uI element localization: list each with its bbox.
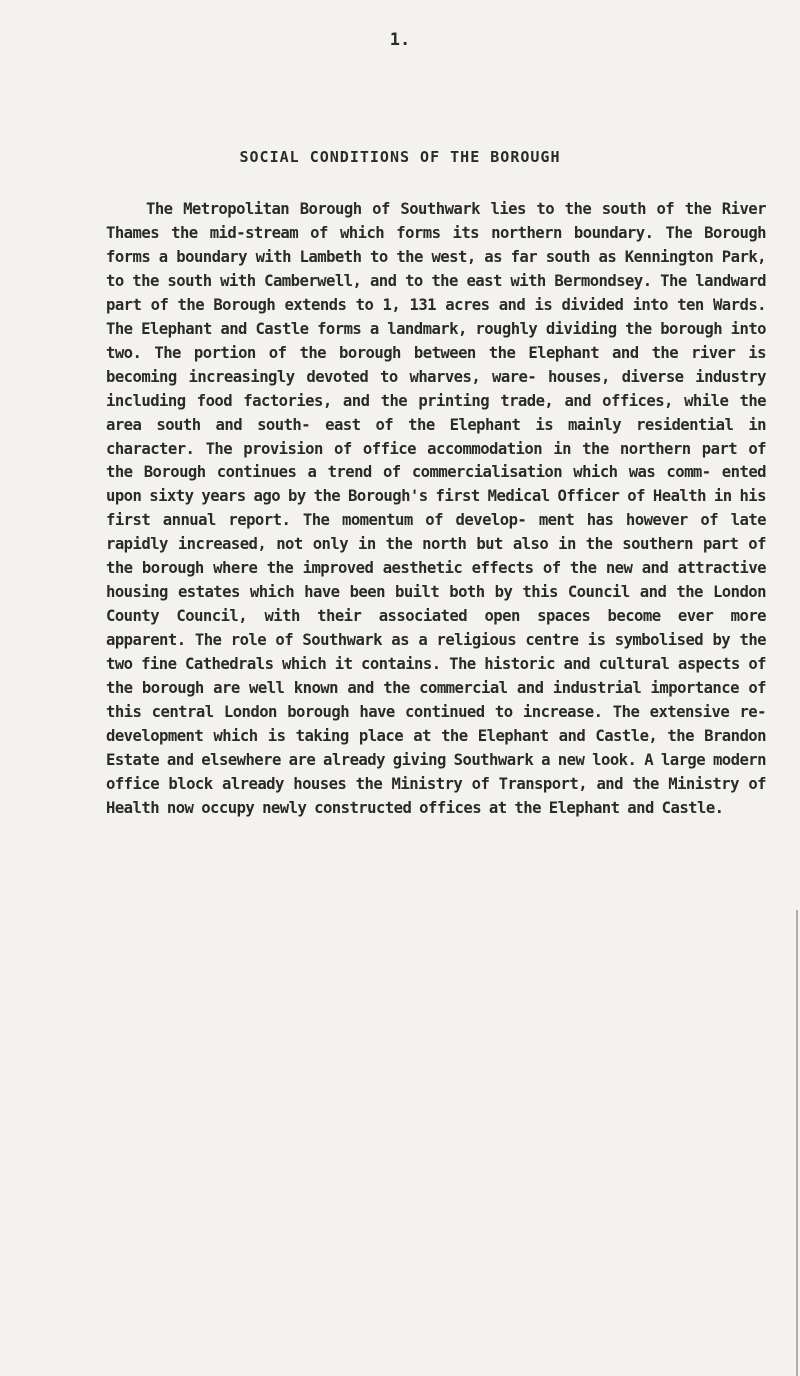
body-paragraph: The Metropolitan Borough of Southwark lies to the south of the River Thames the mid-stream of which forms its northern boundary. The Borough forms a boundary with Lambeth to the west, as far south as Kennington Park, to the south with Camberwell, and to the east with Bermondsey. The landward part of the Borough extends to 1, 131 acres and is divided into ten Wards. The Elephant and Castle forms a landmark, roughly dividing the borough into two. The portion of the borough between the Elephant and the river is becoming increasingly devoted to wharves, ware- houses, diverse industry including food factories, and the printing trade, and offices, while the area south and south- east of the Elephant is mainly residential in character. The provision of office accommodation in the northern part of the Borough continues a trend of commercialisation which was comm- ented upon sixty years ago by the Borough's first Medical Officer of Health in his first annual report. The momentum of develop- ment has however of late rapidly increased, not only in the north but also in the southern part of the borough where the improved aesthetic effects of the new and attractive housing estates which have been built both by this Council and the London County Council, with their associated open spaces become ever more apparent. The role of Southwark as a religious centre is symbolised by the two fine Cathedrals which it contains. The historic and cultural aspects of the borough are well known and the commercial and industrial importance of this central London borough have continued to increase. The extensive re- development which is taking place at the Elephant and Castle, the Brandon Estate and elsewhere are already giving Southwark a new look. A large modern office block already houses the Ministry of Transport, and the Ministry of Health now occupy newly constructed offices at the Elephant and Castle. <box>106 200 766 817</box>
page-number: 1. <box>389 30 411 50</box>
section-heading: SOCIAL CONDITIONS OF THE BOROUGH <box>239 148 561 166</box>
page-edge-shadow <box>796 910 798 1376</box>
